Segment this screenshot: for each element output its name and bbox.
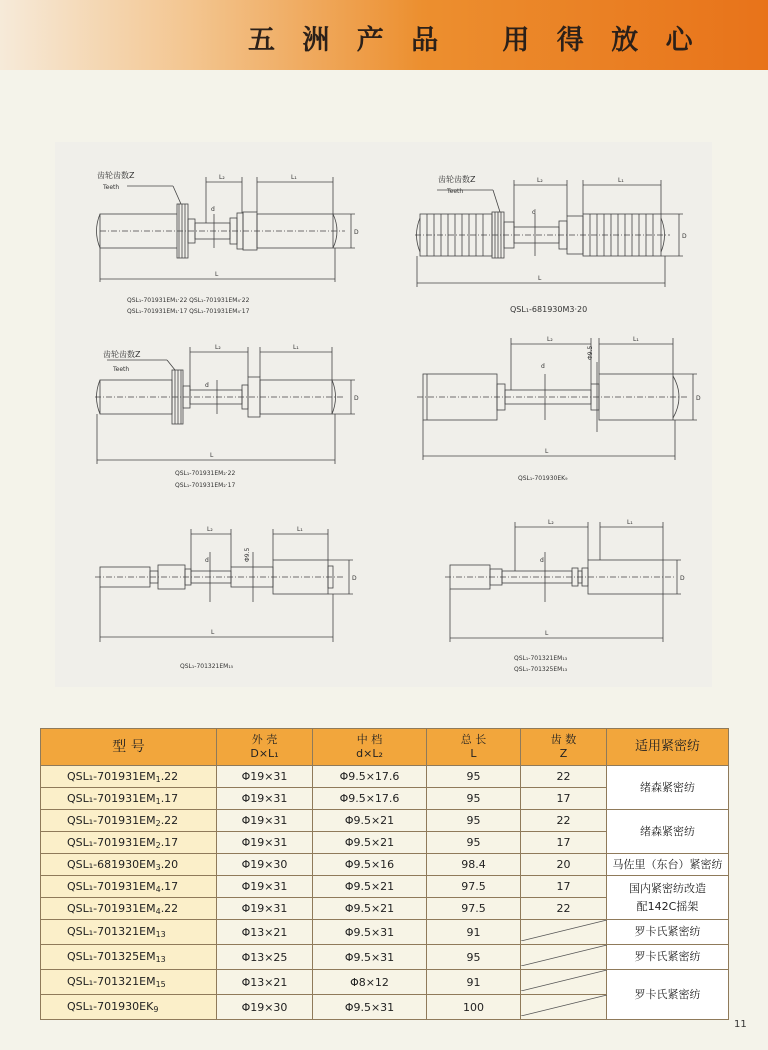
teeth-cell <box>521 970 607 995</box>
teeth-label-cn: 齿轮齿数Z <box>103 350 141 359</box>
l1-label: L₁ <box>633 336 639 343</box>
l1-label: L₁ <box>627 519 633 526</box>
mid-cell: Φ9.5×31 <box>313 995 427 1020</box>
length-cell: 95 <box>427 832 521 854</box>
table-row <box>41 945 729 970</box>
diagonal-slash <box>521 970 607 991</box>
l2-label: L₂ <box>547 336 553 343</box>
length-cell: 95 <box>427 766 521 788</box>
teeth-cell: 22 <box>521 766 607 788</box>
mid-cell: Φ9.5×17.6 <box>313 788 427 810</box>
usage-cell: 绪森紧密纺 <box>607 766 729 810</box>
d-big-label: D <box>696 395 701 402</box>
header-teeth: 齿 数 Z <box>521 729 607 766</box>
spec-table <box>40 728 729 1020</box>
shell-cell: Φ19×31 <box>217 898 313 920</box>
mid-cell: Φ9.5×21 <box>313 898 427 920</box>
table-row <box>41 970 729 995</box>
phi95-label: Φ9.5 <box>587 345 594 360</box>
model-cell: QSL₁-$681930EM_3.20$ <box>41 854 217 876</box>
d-big-label: D <box>682 233 687 240</box>
diagonal-slash <box>521 945 607 966</box>
length-cell: 95 <box>427 810 521 832</box>
l2-label: L₂ <box>215 344 221 351</box>
mid-cell: Φ9.5×31 <box>313 920 427 945</box>
l-label: L <box>538 275 542 282</box>
l-label: L <box>545 630 549 637</box>
drawing-caption: QSL₁-701931EM₁·22 QSL₁-701931EM₄·22 <box>127 297 250 304</box>
length-cell: 95 <box>427 788 521 810</box>
length-cell: 98.4 <box>427 854 521 876</box>
drawing-caption: QSL₁-701321EM₁₅ <box>180 663 234 670</box>
drawing-em15 <box>95 529 353 642</box>
table-row <box>41 876 729 898</box>
usage-cell: 罗卡氏紧密纺 <box>607 920 729 945</box>
drawing-ek9 <box>417 338 697 460</box>
d-big-label: D <box>680 575 685 582</box>
l2-label: L₂ <box>537 177 543 184</box>
teeth-label-en: Teeth <box>103 184 120 191</box>
header-usage: 适用紧密纺 <box>607 729 729 766</box>
model-cell: QSL₁-$701931EM_4.22$ <box>41 898 217 920</box>
drawing-caption: QSL₁-701931EM₂·22 <box>175 470 236 477</box>
model-cell: QSL₁-$701325EM_{13}$ <box>41 945 217 970</box>
drawing-m3 <box>415 180 683 287</box>
shell-cell: Φ13×21 <box>217 970 313 995</box>
model-cell: QSL₁-$701931EM_2.22$ <box>41 810 217 832</box>
model-cell: QSL₁-$701931EM_4.17$ <box>41 876 217 898</box>
shell-cell: Φ19×31 <box>217 832 313 854</box>
mid-cell: Φ9.5×17.6 <box>313 766 427 788</box>
teeth-label-cn: 齿轮齿数Z <box>97 171 135 180</box>
usage-cell: 罗卡氏紧密纺 <box>607 970 729 1020</box>
header-length: 总 长 L <box>427 729 521 766</box>
shell-cell: Φ13×21 <box>217 920 313 945</box>
d-small-label: d <box>532 209 536 216</box>
diagonal-slash <box>521 920 607 941</box>
teeth-label-en: Teeth <box>447 188 464 195</box>
teeth-label-en: Teeth <box>113 366 130 373</box>
teeth-cell: 17 <box>521 832 607 854</box>
l2-label: L₂ <box>207 526 213 533</box>
mid-cell: Φ9.5×21 <box>313 810 427 832</box>
length-cell: 97.5 <box>427 876 521 898</box>
length-cell: 91 <box>427 970 521 995</box>
header-shell: 外 壳 D×L₁ <box>217 729 313 766</box>
d-small-label: d <box>205 382 209 389</box>
model-cell: QSL₁-$701931EM_1.22$ <box>41 766 217 788</box>
model-cell: QSL₁-$701321EM_{15}$ <box>41 970 217 995</box>
header-mid: 中 档 d×L₂ <box>313 729 427 766</box>
table-header-row <box>41 729 729 766</box>
teeth-cell: 22 <box>521 898 607 920</box>
shell-cell: Φ13×25 <box>217 945 313 970</box>
drawing-caption: QSL₁-701930EK₉ <box>518 475 568 482</box>
d-small-label: d <box>205 557 209 564</box>
drawing-caption: QSL₁-701321EM₁₃ <box>514 655 568 662</box>
table-row <box>41 920 729 945</box>
teeth-cell <box>521 920 607 945</box>
mid-cell: Φ8×12 <box>313 970 427 995</box>
drawing-em2 <box>95 347 355 464</box>
l-label: L <box>215 271 219 278</box>
usage-cell: 绪森紧密纺 <box>607 810 729 854</box>
teeth-label-cn: 齿轮齿数Z <box>438 175 476 184</box>
phi95-label: Φ9.5 <box>244 547 251 562</box>
table-row <box>41 766 729 788</box>
model-cell: QSL₁-$701321EM_{13}$ <box>41 920 217 945</box>
usage-cell: 罗卡氏紧密纺 <box>607 945 729 970</box>
mid-cell: Φ9.5×21 <box>313 876 427 898</box>
technical-drawings <box>55 142 712 687</box>
shell-cell: Φ19×31 <box>217 788 313 810</box>
teeth-cell: 17 <box>521 788 607 810</box>
shell-cell: Φ19×31 <box>217 810 313 832</box>
drawing-caption: QSL₁-701931EM₂·17 <box>175 482 236 489</box>
usage-cell: 国内紧密纺改造 配142C摇架 <box>607 876 729 920</box>
shell-cell: Φ19×30 <box>217 995 313 1020</box>
teeth-cell <box>521 995 607 1020</box>
length-cell: 97.5 <box>427 898 521 920</box>
drawing-caption: QSL₁-701325EM₁₃ <box>514 666 568 673</box>
table-row <box>41 810 729 832</box>
length-cell: 91 <box>427 920 521 945</box>
l-label: L <box>545 448 549 455</box>
l2-label: L₂ <box>548 519 554 526</box>
l2-label: L₂ <box>219 174 225 181</box>
model-cell: QSL₁-$701930EK_9$ <box>41 995 217 1020</box>
teeth-cell: 20 <box>521 854 607 876</box>
teeth-cell: 17 <box>521 876 607 898</box>
d-small-label: d <box>211 206 215 213</box>
drawing-caption: QSL₁-681930M3·20 <box>510 305 588 314</box>
usage-cell: 马佐里（东台）紧密纺 <box>607 854 729 876</box>
table-row <box>41 854 729 876</box>
model-cell: QSL₁-$701931EM_1.17$ <box>41 788 217 810</box>
l1-label: L₁ <box>618 177 624 184</box>
teeth-cell: 22 <box>521 810 607 832</box>
mid-cell: Φ9.5×16 <box>313 854 427 876</box>
l1-label: L₁ <box>297 526 303 533</box>
teeth-cell <box>521 945 607 970</box>
l-label: L <box>210 452 214 459</box>
d-big-label: D <box>352 575 357 582</box>
shell-cell: Φ19×31 <box>217 876 313 898</box>
mid-cell: Φ9.5×21 <box>313 832 427 854</box>
l1-label: L₁ <box>291 174 297 181</box>
d-big-label: D <box>354 395 359 402</box>
table-body <box>41 766 729 1020</box>
banner-title: 五 洲 产 品 用 得 放 心 <box>248 25 702 56</box>
l1-label: L₁ <box>293 344 299 351</box>
d-small-label: d <box>540 557 544 564</box>
d-small-label: d <box>541 363 545 370</box>
drawing-caption: QSL₁-701931EM₁·17 QSL₁-701931EM₄·17 <box>127 308 250 315</box>
technical-drawings-panel <box>55 142 712 687</box>
drawing-em1-em4 <box>97 177 356 282</box>
length-cell: 100 <box>427 995 521 1020</box>
shell-cell: Φ19×31 <box>217 766 313 788</box>
shell-cell: Φ19×30 <box>217 854 313 876</box>
d-big-label: D <box>354 229 359 236</box>
header-model: 型 号 <box>41 729 217 766</box>
model-cell: QSL₁-$701931EM_2.17$ <box>41 832 217 854</box>
header-banner <box>0 0 768 70</box>
l-label: L <box>211 629 215 636</box>
page-number: 11 <box>734 1019 747 1030</box>
drawing-em13 <box>445 522 681 642</box>
mid-cell: Φ9.5×31 <box>313 945 427 970</box>
diagonal-slash <box>521 995 607 1016</box>
length-cell: 95 <box>427 945 521 970</box>
